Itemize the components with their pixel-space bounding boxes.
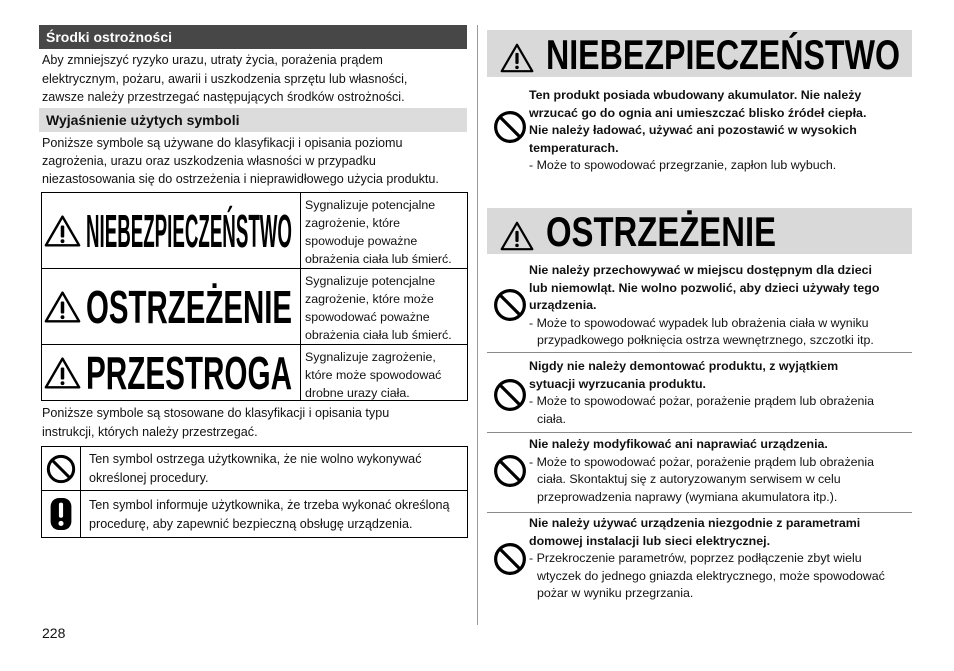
intro-paragraph [42,51,407,107]
hazard-description [300,345,467,400]
note-line: - Przekroczenie parametrów, poprzez podłączenie zbyt wielu [529,551,862,566]
bold-line: Nie należy modyfikować ani naprawiać urządzenia. [529,437,828,451]
note-line: wtyczek do jednego gniazda elektrycznego, może spowodować [537,568,885,583]
bold-line: Nie należy ładować, używać ani pozostawić w wysokich [529,123,857,138]
note-line: pożar w wyniku przegrzania. [537,586,694,601]
text-line: drobne urazy ciała. [305,386,410,400]
instruction-row-prohibition [42,447,467,491]
text-line: Sygnalizuje zagrożenie, [305,350,436,364]
item-divider [487,512,912,513]
section-header [39,25,467,49]
note-line: - Może to spowodować pożar, porażenie prądem lub obrażenia [529,394,875,409]
bold-line: temperaturach. [529,140,619,155]
bold-line: wrzucać go do ognia ani umieszczać blisko źródeł ciepła. [529,105,867,120]
warning-item [529,515,885,603]
text-line: określonej procedury. [89,470,209,485]
instruction-row-mandatory [42,491,467,537]
warning-triangle-icon [44,356,81,390]
text-line: Sygnalizuje potencjalne [305,198,436,212]
danger-label: NIEBEZPIECZEŃSTWO [546,30,900,78]
subsection-title: Wyjaśnienie użytych symboli [46,112,240,128]
text-line: Ten symbol ostrzega użytkownika, że nie wolno wykonywać [89,452,422,466]
column-divider [477,25,478,625]
warning-label: OSTRZEŻENIE [546,208,776,255]
bold-line: Nie należy używać urządzenia niezgodnie z parametrami [529,516,861,530]
note-line: ciała. Skontaktuj się z autoryzowanym serwisem w celu [537,472,841,487]
text-line: zagrożenie, które może [305,292,434,306]
warning-item [529,436,874,506]
subsection-header [39,108,467,132]
text-line: spowoduje poważne [305,234,418,248]
text-line: Aby zmniejszyć ryzyko urazu, utraty życia, porażenia prądem [42,53,383,67]
prohibition-icon [493,288,527,322]
text-line: zawsze należy przestrzegać następujących środków ostrożności. [42,90,405,104]
hazard-description [300,193,467,268]
warning-item [529,262,879,350]
text-line: instrukcji, których należy przestrzegać. [42,425,258,439]
item-divider [487,432,912,433]
text-line: obrażenia ciała lub śmierć. [305,328,452,342]
warning-triangle-icon [500,42,534,74]
text-line: niezastosowania się do ostrzeżenia i nieprawidłowego użycia produktu. [42,172,439,186]
hazard-row-warning [42,269,467,345]
hazard-label: PRZESTROGA [86,346,292,399]
warning-header [487,208,912,254]
note-line: przeprowadzenia naprawy (wymiana akumulatora itp.). [537,489,838,504]
prohibition-icon [493,542,527,576]
note-line: - Może to spowodować wypadek lub obrażenia ciała w wyniku [529,315,869,330]
bold-line: domowej instalacji lub sieci elektrycznej. [529,533,771,548]
text-line: zagrożenia, urazu oraz uszkodzenia własności w przypadku [42,154,376,168]
note-line: - Może to spowodować przegrzanie, zapłon lub wybuch. [529,158,837,173]
warning-triangle-icon [500,220,534,252]
prohibition-icon [493,110,527,144]
hazard-label: NIEBEZPIECZEŃSTWO [86,204,292,257]
mandatory-action-icon [49,497,73,531]
bold-line: Nigdy nie należy demontować produktu, z wyjątkiem [529,359,839,373]
note-line: ciała. [537,411,566,426]
instruction-description [80,447,467,490]
hazard-row-danger [42,193,467,269]
text-line: procedurę, aby zapewnić bezpieczną obsługę urządzenia. [89,516,413,531]
prohibition-icon [46,454,76,484]
hazard-levels-table [41,192,468,401]
text-line: które może spowodować [305,368,442,382]
hazard-label-cell [42,269,300,344]
text-line: spowodować poważne [305,310,430,324]
section-title: Środki ostrożności [46,29,173,45]
text-line: Poniższe symbole są stosowane do klasyfikacji i opisania typu [42,406,390,420]
text-line: Poniższe symbole są używane do klasyfikacji i opisania poziomu [42,136,403,150]
bold-line: Nie należy przechowywać w miejscu dostępnym dla dzieci [529,263,872,277]
hazard-row-caution [42,345,467,400]
note-line: - Może to spowodować pożar, porażenie prądem lub obrażenia [529,454,875,469]
danger-item [529,87,866,175]
bold-line: sytuacji wyrzucania produktu. [529,376,706,391]
danger-header [487,30,912,77]
bold-line: Ten produkt posiada wbudowany akumulator. Nie należy [529,88,862,102]
warning-triangle-icon [44,214,81,248]
page-number: 228 [42,625,66,641]
hazard-label-cell [42,193,300,268]
instruction-description [80,491,467,537]
text-line: Sygnalizuje potencjalne [305,274,436,288]
text-line: elektrycznym, pożaru, awarii i uszkodzenia sprzętu lub własności, [42,71,408,86]
instruction-symbols-table [41,446,468,538]
text-line: obrażenia ciała lub śmierć. [305,252,452,266]
warning-triangle-icon [44,290,81,324]
note-line: przypadkowego połknięcia ostrza wewnętrznego, szczotki itp. [537,333,874,348]
hazard-label-cell [42,345,300,400]
item-divider [487,352,912,353]
text-line: zagrożenie, które [305,216,401,230]
warning-item [529,358,874,428]
text-line: Ten symbol informuje użytkownika, że trzeba wykonać określoną [89,498,450,512]
instructions-intro-paragraph [42,404,389,442]
symbols-intro-paragraph [42,134,439,188]
prohibition-icon [493,454,527,488]
prohibition-icon [493,378,527,412]
hazard-description [300,269,467,344]
bold-line: lub niemowląt. Nie wolno pozwolić, aby dzieci używały tego [529,280,880,295]
hazard-label: OSTRZEŻENIE [86,280,292,333]
bold-line: urządzenia. [529,298,597,313]
